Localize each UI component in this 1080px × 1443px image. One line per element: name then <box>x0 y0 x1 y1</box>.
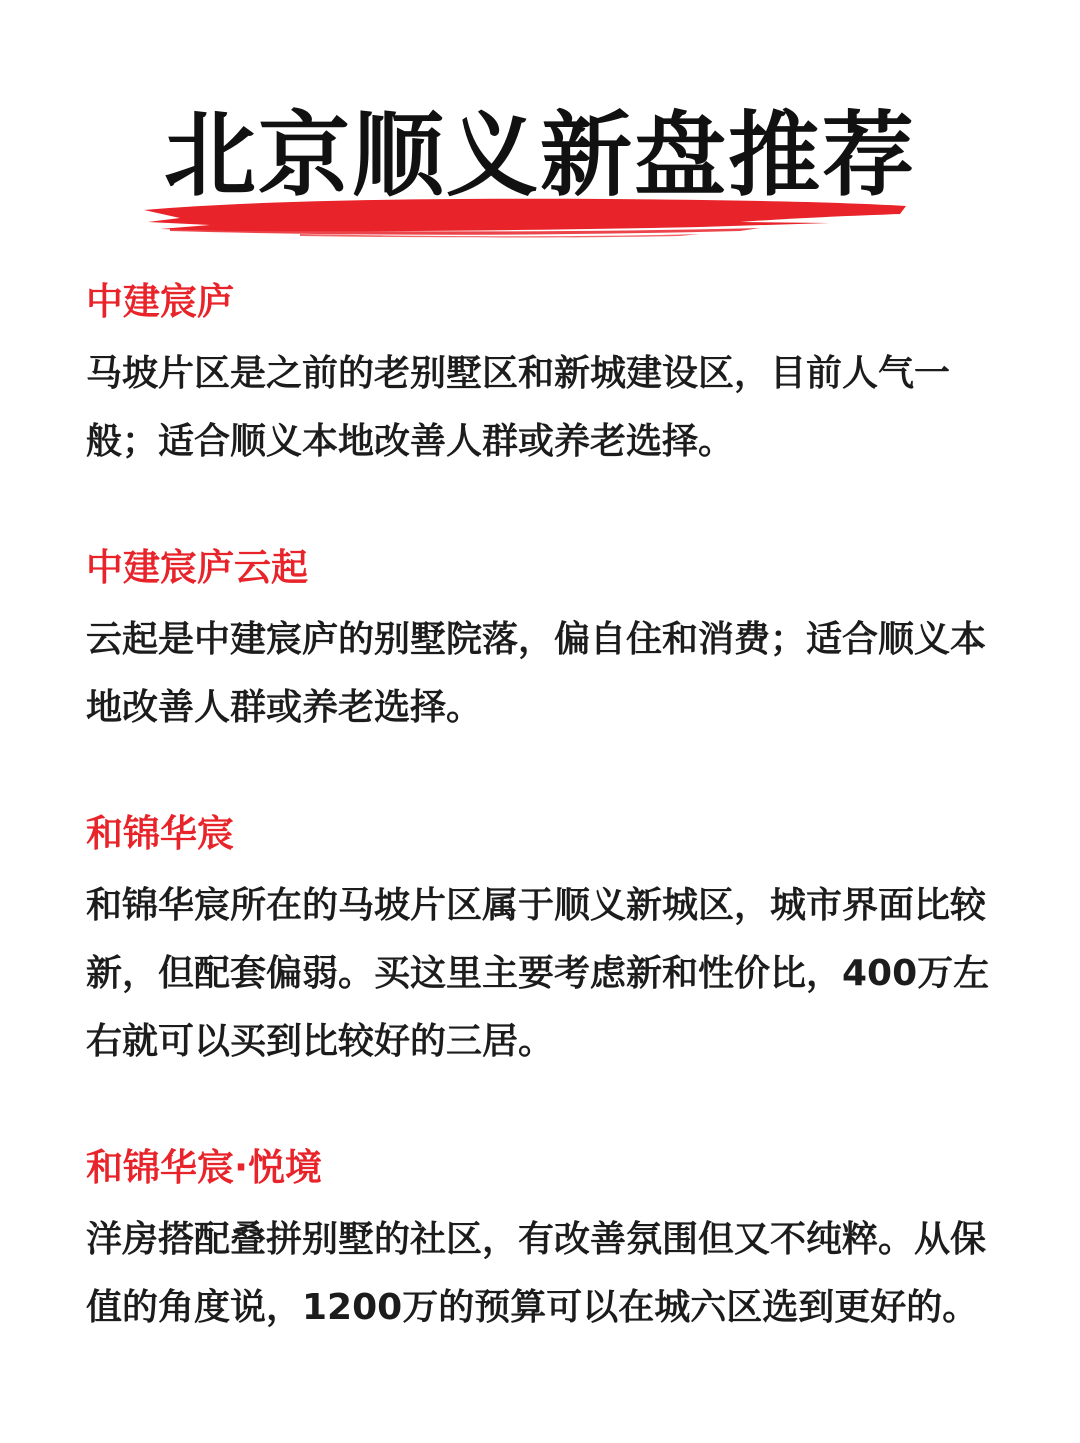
article-content <box>86 272 996 1404</box>
section-title: 中建宸庐 <box>86 280 234 323</box>
section-body: 马坡片区是之前的老别墅区和新城建设区，目前人气一般；适合顺义本地改善人群或养老选择。 <box>86 353 951 462</box>
title-block <box>0 96 1080 246</box>
section-body: 洋房搭配叠拼别墅的社区，有改善氛围但又不纯粹。从保值的角度说，1200万的预算可以在城六区选到更好的。 <box>86 1219 987 1328</box>
section-body: 云起是中建宸庐的别墅院落，偏自住和消费；适合顺义本地改善人群或养老选择。 <box>86 619 987 728</box>
section-title: 中建宸庐云起 <box>86 546 308 589</box>
section-body: 和锦华宸所在的马坡片区属于顺义新城区，城市界面比较新，但配套偏弱。买这里主要考虑新和性价比，400万左右就可以买到比较好的三居。 <box>86 885 990 1062</box>
section-title: 和锦华宸 <box>86 812 234 855</box>
section-zhongjian-chenlu <box>86 272 996 476</box>
section-hejin-huachen-yuejing <box>86 1138 996 1342</box>
section-title: 和锦华宸·悦境 <box>86 1146 323 1189</box>
section-zhongjian-chenlu-yunqi <box>86 538 996 742</box>
section-hejin-huachen <box>86 804 996 1076</box>
page-title: 北京顺义新盘推荐 <box>163 102 916 209</box>
